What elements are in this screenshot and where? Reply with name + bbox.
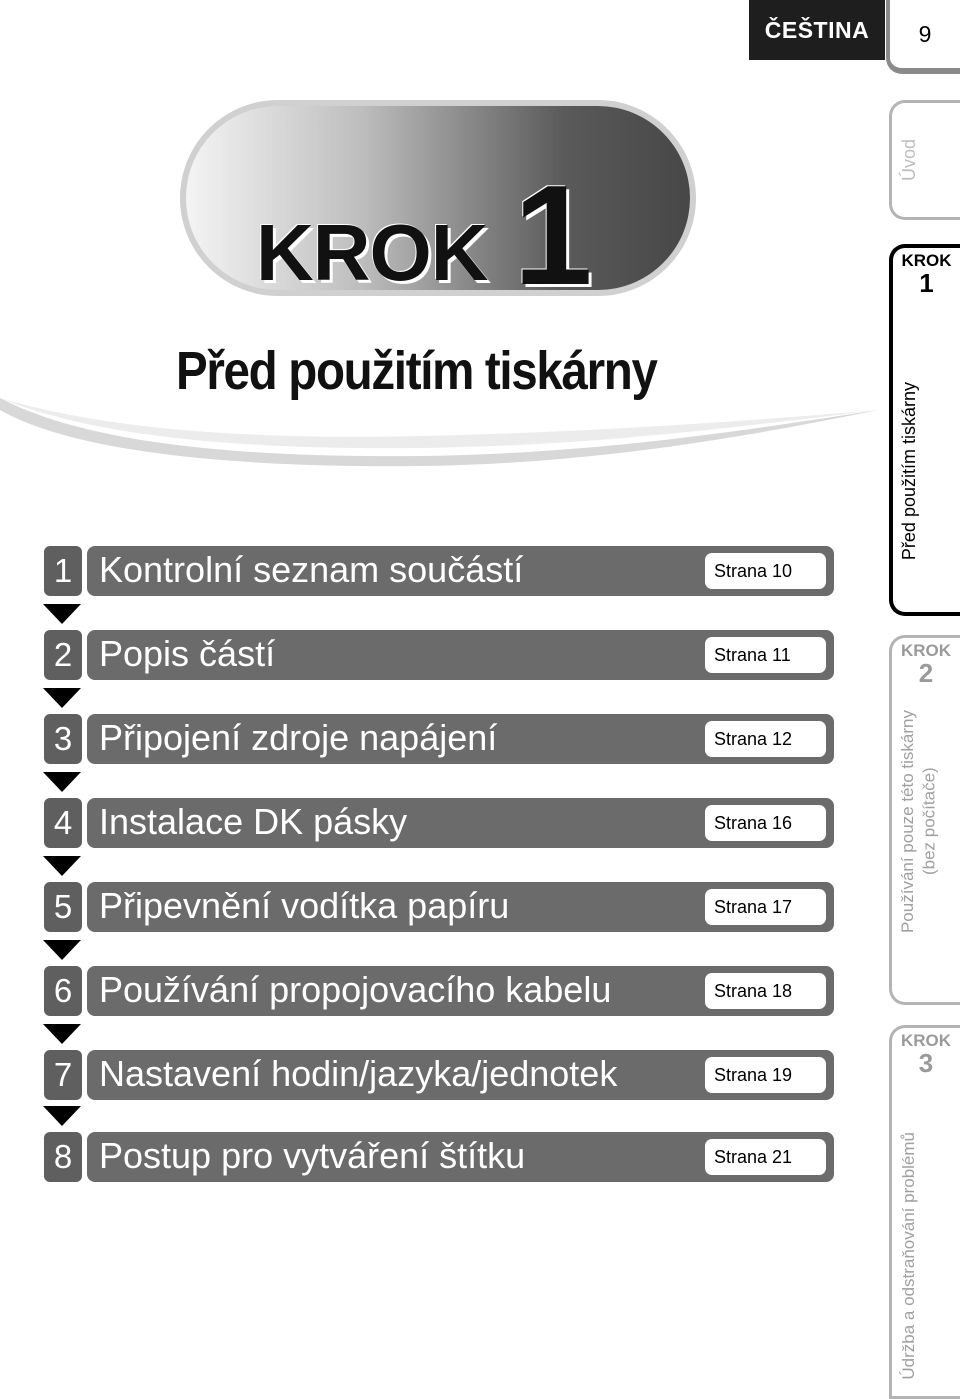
page-title: Před použitím tiskárny (176, 341, 657, 401)
step-row[interactable] (44, 798, 834, 848)
step-label: Připojení zdroje napájení (99, 717, 498, 758)
step-row[interactable] (44, 630, 834, 680)
down-arrow-icon (43, 1106, 81, 1126)
side-tab-step2[interactable] (889, 635, 960, 1005)
step-number: 5 (44, 882, 82, 932)
page-reference[interactable]: Strana 11 (705, 637, 826, 673)
page-reference[interactable]: Strana 16 (705, 805, 826, 841)
step-number: 6 (44, 966, 82, 1016)
step-number: 4 (44, 798, 82, 848)
step-label: Používání propojovacího kabelu (99, 969, 612, 1010)
step-number: 1 (44, 546, 82, 596)
side-tab-step1-label: Před použitím tiskárny (899, 381, 919, 560)
page-reference[interactable]: Strana 12 (705, 721, 826, 757)
step-row[interactable] (44, 966, 834, 1016)
side-tab-step1[interactable] (889, 244, 960, 616)
page-reference[interactable]: Strana 10 (705, 553, 826, 589)
side-tab-step1-header: KROK 1 (901, 251, 952, 298)
side-tab-intro[interactable] (889, 100, 960, 220)
step-number: 7 (44, 1050, 82, 1100)
page-reference[interactable]: Strana 19 (705, 1057, 826, 1093)
down-arrow-icon (43, 688, 81, 708)
step-row[interactable] (44, 546, 834, 596)
language-tab[interactable]: ČEŠTINA (749, 0, 885, 60)
step-bar (87, 1132, 834, 1182)
step-row[interactable] (44, 1132, 834, 1182)
step-number: 8 (44, 1132, 82, 1182)
side-tab-step2-header: KROK 2 (900, 641, 952, 688)
side-tab-step3[interactable] (889, 1025, 960, 1399)
step-bar (87, 798, 834, 848)
step-label: Postup pro vytváření štítku (99, 1135, 526, 1176)
down-arrow-icon (43, 772, 81, 792)
step-row[interactable] (44, 882, 834, 932)
step-bar (87, 882, 834, 932)
step-banner-text: KROK 1 (256, 156, 592, 315)
step-label: Připevnění vodítka papíru (99, 885, 510, 926)
down-arrow-icon (43, 940, 81, 960)
step-label: Instalace DK pásky (99, 801, 408, 842)
page-reference[interactable]: Strana 17 (705, 889, 826, 925)
step-label: Popis částí (99, 633, 276, 674)
page-reference[interactable]: Strana 18 (705, 973, 826, 1009)
side-tab-step3-label: Údržba a odstraňování problémů (899, 1132, 918, 1380)
step-label: Kontrolní seznam součástí (99, 549, 524, 590)
step-number: 3 (44, 714, 82, 764)
step-row[interactable] (44, 1050, 834, 1100)
step-label: Nastavení hodin/jazyka/jednotek (99, 1053, 618, 1094)
step-bar (87, 630, 834, 680)
side-tab-intro-label: Úvod (899, 139, 919, 182)
down-arrow-icon (43, 604, 81, 624)
down-arrow-icon (43, 1024, 81, 1044)
step-row[interactable] (44, 714, 834, 764)
side-tab-step3-header: KROK 3 (900, 1031, 952, 1078)
side-tab-step2-label: Používání pouze této tiskárny (bez počítače) (898, 710, 939, 934)
page-reference[interactable]: Strana 21 (705, 1139, 826, 1175)
down-arrow-icon (43, 856, 81, 876)
step-bar (87, 1050, 834, 1100)
step-bar (87, 546, 834, 596)
step-bar (87, 966, 834, 1016)
step-bar (87, 714, 834, 764)
page-number: 9 (886, 0, 960, 74)
step-number: 2 (44, 630, 82, 680)
